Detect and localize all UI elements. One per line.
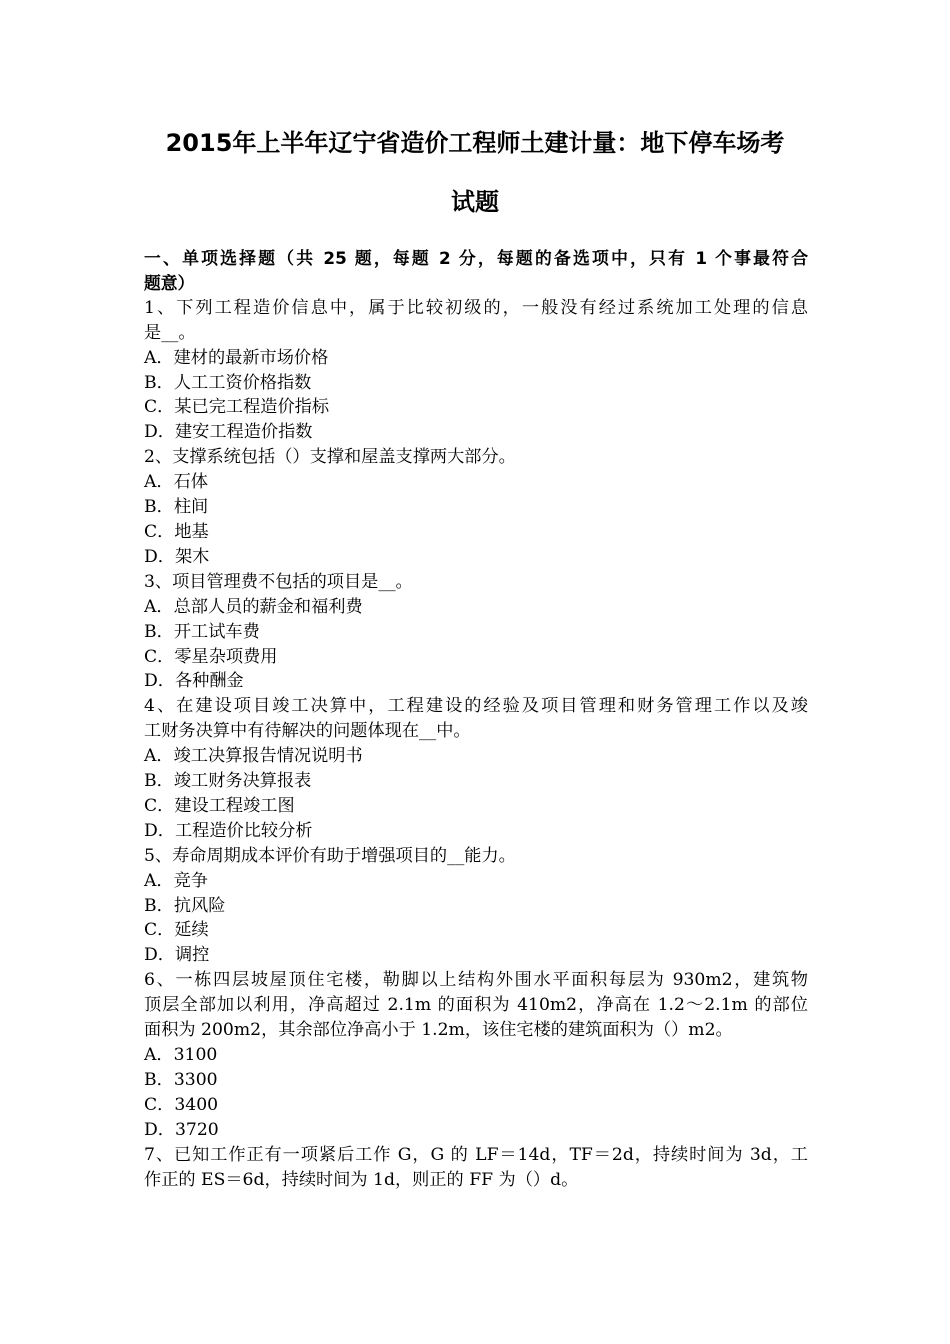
section-heading: [144, 246, 808, 296]
option-b: B．抗风险: [144, 895, 226, 916]
question-stem-line: 6、一栋四层坡屋顶住宅楼，勒脚以上结构外围水平面积每层为 930m2，建筑物: [144, 970, 808, 991]
option-c: C．延续: [144, 920, 209, 941]
option-d: D．各种酬金: [144, 671, 244, 692]
option-c: C．零星杂项费用: [144, 646, 278, 667]
document-body: [144, 246, 808, 1192]
question-3: [144, 570, 808, 695]
option-a: A．3100: [144, 1045, 218, 1065]
question-stem-line: 4、在建设项目竣工决算中，工程建设的经验及项目管理和财务管理工作以及竣: [144, 696, 808, 717]
title-line-1: 2015年上半年辽宁省造价工程师土建计量：地下停车场考: [165, 129, 785, 157]
question-stem-line: 1、下列工程造价信息中，属于比较初级的，一般没有经过系统加工处理的信息: [144, 297, 808, 318]
question-5: [144, 844, 808, 969]
option-d: D．工程造价比较分析: [144, 820, 313, 841]
document-title: [100, 114, 850, 232]
title-line-2: 试题: [451, 188, 499, 216]
option-d: D．3720: [144, 1119, 219, 1140]
question-4: [144, 694, 808, 843]
question-stem-line: 作正的 ES＝6d，持续时间为 1d，则正的 FF 为（）d。: [144, 1169, 579, 1190]
section-heading-line-1: 一、单项选择题（共 25 题，每题 2 分，每题的备选项中，只有 1 个事最符合: [144, 248, 808, 268]
question-stem-line: 工财务决算中有待解决的问题体现在__中。: [144, 721, 471, 742]
option-b: B．开工试车费: [144, 621, 260, 642]
question-stem-line: 是__。: [144, 322, 196, 343]
option-c: C．建设工程竣工图: [144, 795, 295, 816]
option-c: C．3400: [144, 1094, 219, 1115]
question-2: [144, 445, 808, 570]
option-d: D．建安工程造价指数: [144, 422, 313, 443]
question-6: [144, 968, 808, 1142]
question-stem-line: 3、项目管理费不包括的项目是__。: [144, 571, 413, 592]
question-stem-line: 7、已知工作正有一项紧后工作 G，G 的 LF＝14d，TF＝2d，持续时间为 3d，工: [144, 1144, 808, 1165]
option-a: A．总部人员的薪金和福利费: [144, 596, 363, 617]
question-stem-line: 5、寿命周期成本评价有助于增强项目的__能力。: [144, 845, 516, 866]
option-b: B．人工工资价格指数: [144, 372, 312, 393]
question-1: [144, 296, 808, 445]
option-a: A．石体: [144, 472, 208, 493]
option-d: D．架木: [144, 546, 210, 567]
option-a: A．竣工决算报告情况说明书: [144, 746, 363, 767]
option-b: B．3300: [144, 1069, 218, 1090]
option-b: B．竣工财务决算报表: [144, 771, 312, 792]
question-stem-line: 2、支撑系统包括（）支撑和屋盖支撑两大部分。: [144, 447, 516, 468]
option-b: B．柱间: [144, 497, 209, 518]
option-a: A．建材的最新市场价格: [144, 347, 329, 368]
option-c: C．地基: [144, 521, 209, 542]
section-heading-line-2: 题意）: [144, 272, 195, 293]
option-a: A．竞争: [144, 870, 208, 891]
question-stem-line: 顶层全部加以利用，净高超过 2.1m 的面积为 410m2，净高在 1.2～2.1m 的部位: [144, 995, 808, 1016]
question-7: [144, 1143, 808, 1193]
question-stem-line: 面积为 200m2，其余部位净高小于 1.2m，该住宅楼的建筑面积为（）m2。: [144, 1020, 733, 1041]
option-c: C．某已完工程造价指标: [144, 397, 330, 418]
option-d: D．调控: [144, 945, 210, 966]
